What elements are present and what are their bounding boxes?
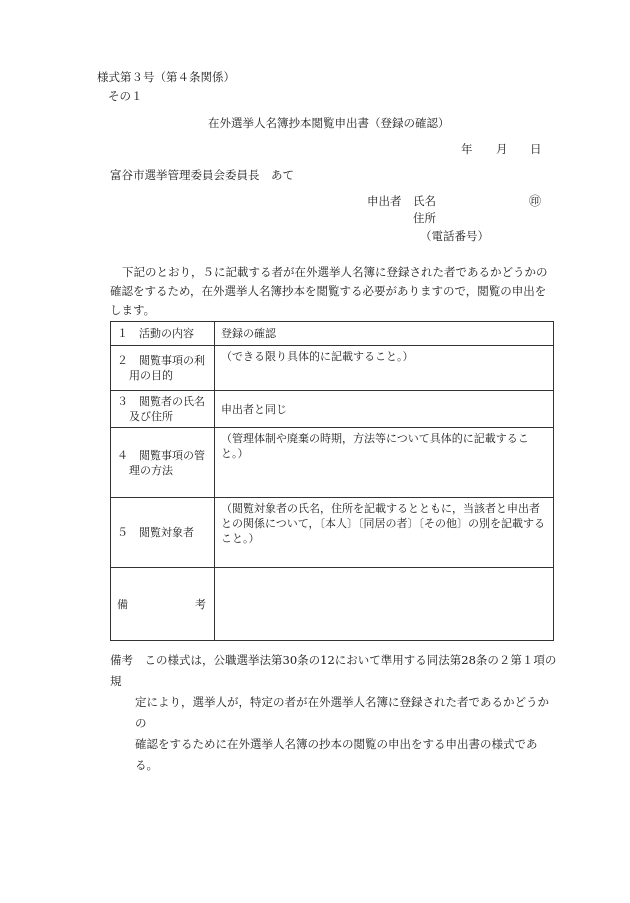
- addressee: 富谷市選挙管理委員会委員長 あて: [110, 168, 294, 182]
- applicant-address-label: 住所: [413, 211, 436, 225]
- row-value-purpose: （できる限り具体的に記載すること。）: [215, 346, 554, 391]
- row-label-activity: １ 活動の内容: [111, 322, 215, 346]
- date-month-label: 月: [496, 142, 508, 156]
- row-label-viewer: ３ 閲覧者の氏名及び住所: [117, 395, 205, 423]
- remarks-label-left: 備: [117, 597, 128, 611]
- footnote-line-3: 確認をするために在外選挙人名簿の抄本の閲覧の申出をする申出書の様式である。: [135, 737, 538, 772]
- table-row: [111, 346, 554, 391]
- row-label-target: ５ 閲覧対象者: [111, 498, 215, 568]
- table-row: [111, 498, 554, 568]
- row-value-management: （管理体制や廃棄の時期，方法等について具体的に記載すること。）: [215, 428, 554, 498]
- table-row: [111, 391, 554, 428]
- table-row: [111, 428, 554, 498]
- footnote-text-1: この様式は，公職選挙法第30条の12において準用する同法第28条の２第１項の規: [110, 653, 557, 688]
- applicant-name-label: 氏名: [413, 194, 436, 208]
- date-year-label: 年: [461, 142, 473, 156]
- form-number: 様式第３号（第４条関係）: [97, 70, 235, 84]
- seal-mark: ㊞: [529, 194, 542, 208]
- row-label-purpose: ２ 閲覧事項の利用の目的: [117, 354, 205, 382]
- footnote-line-2: 定により，選挙人が，特定の者が在外選挙人名簿に登録された者であるかどうかの: [135, 695, 549, 730]
- row-label-management: ４ 閲覧事項の管理の方法: [117, 448, 205, 477]
- row-value-remarks: [215, 568, 554, 641]
- row-label-remarks: [117, 597, 208, 612]
- applicant-label: 申出者: [367, 194, 402, 208]
- row-value-viewer: 申出者と同じ: [215, 391, 554, 428]
- footnote: [110, 650, 560, 776]
- form-sub-number: その１: [108, 89, 143, 103]
- table-row: [111, 568, 554, 641]
- footnote-line-1: [110, 650, 560, 692]
- row-value-target: （閲覧対象者の氏名，住所を記載するとともに，当該者と申出者との関係について，〔本人〕〔同居の者〕〔その他〕の別を記載すること。）: [215, 498, 554, 568]
- application-table: [110, 321, 554, 641]
- remarks-label-right: 考: [195, 597, 206, 611]
- table-row: [111, 322, 554, 346]
- document-title: 在外選挙人名簿抄本閲覧申出書（登録の確認）: [208, 116, 450, 130]
- row-value-activity: 登録の確認: [215, 322, 554, 346]
- applicant-phone-label: （電話番号）: [420, 229, 489, 243]
- body-paragraph: 下記のとおり，５に記載する者が在外選挙人名簿に登録された者であるかどうかの確認をするため，在外選挙人名簿抄本を閲覧する必要がありますので，閲覧の申出をします。: [110, 265, 548, 317]
- footnote-label: 備考: [110, 653, 133, 667]
- date-day-label: 日: [530, 142, 542, 156]
